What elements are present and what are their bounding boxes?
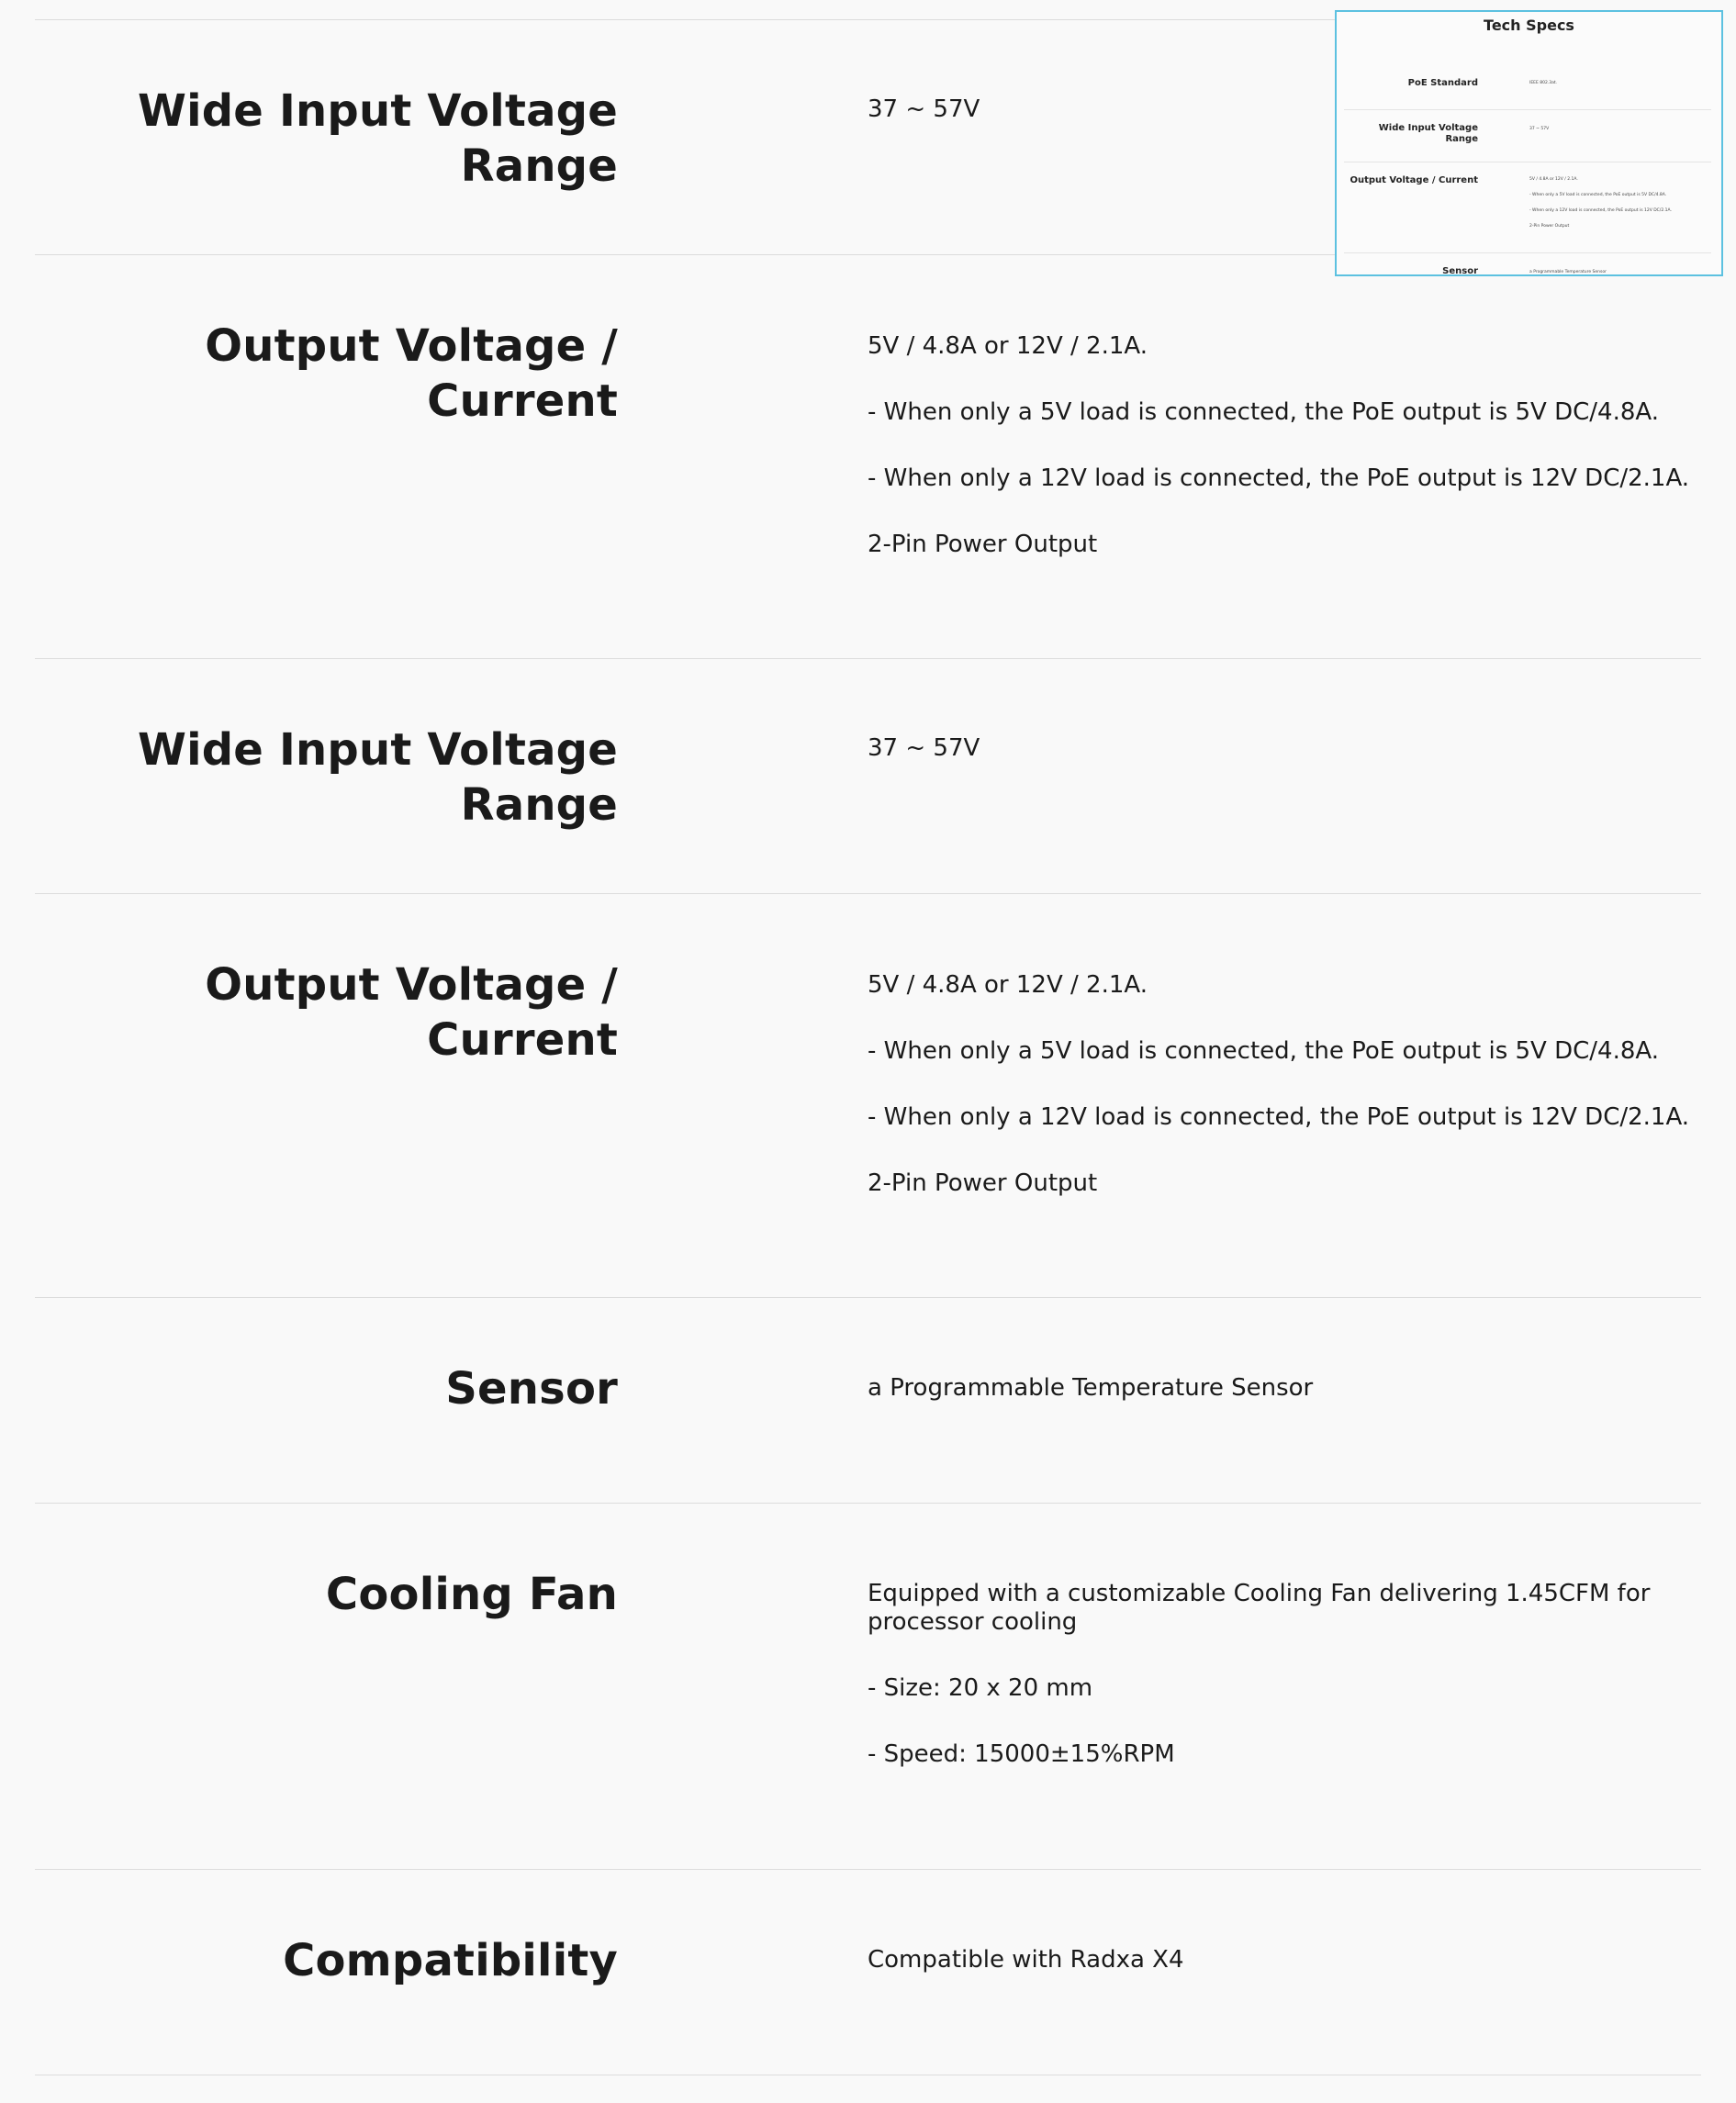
spec-value: - When only a 5V load is connected, the PoE output is 5V DC/4.8A. — [868, 398, 1659, 426]
thumbnail-divider — [1344, 252, 1711, 253]
spec-label: Output Voltage / Current — [205, 320, 618, 427]
spec-value: - Speed: 15000±15%RPM — [868, 1740, 1175, 1768]
spec-label: Output Voltage / Current — [205, 959, 618, 1066]
thumbnail-value: IEEE 802.3at. — [1529, 81, 1558, 85]
spec-value: Equipped with a customizable Cooling Fan delivering 1.45CFM for processor cooling — [868, 1580, 1651, 1636]
thumbnail-value: a Programmable Temperature Sensor — [1529, 270, 1607, 274]
thumbnail-label: Sensor — [1442, 266, 1478, 276]
spec-value: a Programmable Temperature Sensor — [868, 1374, 1314, 1402]
spec-value: 37 ~ 57V — [868, 734, 980, 762]
spec-divider — [35, 1869, 1701, 1870]
thumbnail-value: 2-Pin Power Output — [1529, 224, 1570, 229]
spec-label: Cooling Fan — [325, 1569, 618, 1620]
spec-value: - When only a 12V load is connected, the PoE output is 12V DC/2.1A. — [868, 1103, 1690, 1131]
spec-value: 2-Pin Power Output — [868, 531, 1098, 558]
spec-value: - When only a 5V load is connected, the PoE output is 5V DC/4.8A. — [868, 1037, 1659, 1065]
spec-value: 5V / 4.8A or 12V / 2.1A. — [868, 332, 1148, 360]
spec-divider — [35, 1503, 1701, 1504]
spec-label: Compatibility — [283, 1935, 618, 1986]
spec-value: 2-Pin Power Output — [868, 1169, 1098, 1197]
spec-value: 37 ~ 57V — [868, 95, 980, 123]
tech-specs-thumbnail[interactable] — [1335, 10, 1723, 276]
spec-value: - When only a 12V load is connected, the PoE output is 12V DC/2.1A. — [868, 464, 1690, 492]
thumbnail-value: 5V / 4.8A or 12V / 2.1A. — [1529, 177, 1578, 182]
thumbnail-divider — [1344, 109, 1711, 110]
spec-divider — [35, 658, 1701, 659]
spec-value: 5V / 4.8A or 12V / 2.1A. — [868, 971, 1148, 999]
thumbnail-label: PoE Standard — [1407, 78, 1478, 88]
spec-label: Wide Input Voltage Range — [137, 85, 618, 192]
thumbnail-label: Wide Input Voltage Range — [1378, 123, 1478, 144]
spec-label: Sensor — [445, 1363, 618, 1415]
thumbnail-value: 37 ~ 57V — [1529, 127, 1550, 131]
thumbnail-title: Tech Specs — [1484, 17, 1574, 34]
thumbnail-label: Output Voltage / Current — [1350, 175, 1478, 185]
spec-divider — [35, 1297, 1701, 1298]
spec-label: Wide Input Voltage Range — [137, 724, 618, 831]
spec-divider — [35, 893, 1701, 894]
spec-value: Compatible with Radxa X4 — [868, 1946, 1184, 1974]
thumbnail-value: - When only a 12V load is connected, the PoE output is 12V DC/2.1A. — [1529, 208, 1672, 213]
spec-value: - Size: 20 x 20 mm — [868, 1674, 1093, 1702]
thumbnail-value: - When only a 5V load is connected, the PoE output is 5V DC/4.8A. — [1529, 193, 1667, 197]
